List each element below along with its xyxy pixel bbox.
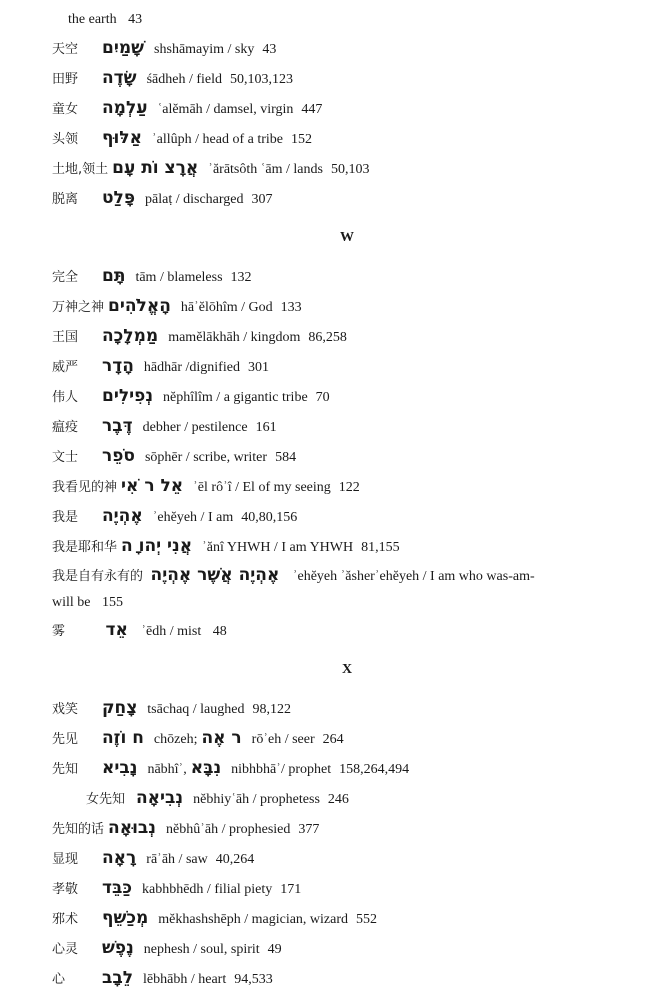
entry-pages: 94,533 [234,972,273,987]
glossary-entry [52,964,642,994]
entry-pages: 49 [267,942,282,957]
entry-hebrew: נְבִיאָה [136,788,184,808]
entry-chinese: 心 [52,972,66,987]
entry-hebrew: ח וֹזֶה [102,728,144,748]
entry-translit: shshāmayim / sky [154,42,255,57]
entry-chinese: 我是自有永有的 [52,569,144,584]
entry-chinese: 王国 [52,330,79,345]
entry-translit: tām / blameless [135,270,223,285]
glossary-entry [52,904,642,934]
entry-translit-continuation: will be [52,595,91,610]
entry-chinese: 脱离 [52,192,79,207]
glossary-entry [52,412,642,442]
entry-translit: śādheh / field [146,72,222,87]
entry-translit: ʾallûph / head of a tribe [151,132,283,147]
entry-hebrew-alt: נִבָּא [190,758,222,778]
entry-chinese: 邪术 [52,912,79,927]
entry-translit: chōzeh; [153,732,198,747]
glossary-entry [52,382,642,412]
glossary-entry [52,34,642,64]
entry-hebrew: אֵד [105,620,128,640]
glossary-page [52,6,642,994]
glossary-entry [52,502,642,532]
entry-pages: 447 [301,102,323,117]
entry-pages: 133 [280,300,302,315]
entry-translit: debher / pestilence [142,420,248,435]
glossary-entry [52,352,642,382]
entry-hebrew: דֶּבֶר [102,416,133,436]
glossary-entry [52,754,642,784]
entry-translit: mamĕlākhāh / kingdom [168,330,301,345]
glossary-entry [52,934,642,964]
entry-hebrew: הָאֱלֹהִים [108,296,171,316]
entry-translit: hāʾĕlōhîm / God [180,300,273,315]
entry-pages: 552 [356,912,378,927]
entry-pages: 307 [251,192,273,207]
entry-pages: 264 [322,732,344,747]
entry-pages: 122 [338,480,360,495]
entry-pages: 132 [230,270,252,285]
entry-translit: ʾehĕyeh ʾăsherʾehĕyeh / I am who was-am- [292,569,535,584]
entry-hebrew: אֲרָצ וֹת עָם [112,158,199,178]
glossary-entry [52,472,642,502]
entry-translit-alt: nibhbhāʾ/ prophet [231,762,332,777]
entry-translit: hādhār /dignified [143,360,240,375]
entry-translit: nābhîʾ, [147,762,187,777]
entry-pages: 86,258 [308,330,347,345]
glossary-entry [52,814,642,844]
entry-chinese: 戏笑 [52,702,79,717]
entry-chinese: 威严 [52,360,79,375]
entry-hebrew: אֵל ר ֹאִי [121,476,184,496]
entry-pages: 246 [327,792,349,807]
entry-hebrew: סֹפֵר [102,446,135,466]
entry-chinese: 头领 [52,132,79,147]
entry-pages: 40,80,156 [241,510,298,525]
entry-pages: 377 [298,822,320,837]
section-heading-w: W [340,230,354,245]
entry-pages: 158,264,494 [339,762,410,777]
entry-hebrew: כַּבֵּד [102,878,132,898]
glossary-entry [52,124,642,154]
glossary-entry [52,292,642,322]
entry-pages: 301 [247,360,269,375]
entry-pages: 70 [315,390,330,405]
entry-chinese: 我看见的神 [52,480,118,495]
entry-hebrew: עַלְמָה [102,98,148,118]
entry-pages: 584 [275,450,297,465]
entry-hebrew: אַלּוּף [102,128,142,148]
entry-hebrew: נְבוּאָה [108,818,156,838]
entry-hebrew: אֶהְיֶה אֲשֶׁר אֶהְיֶה [150,565,280,585]
entry-pages: 43 [262,42,277,57]
entry-chinese: 心灵 [52,942,79,957]
entry-chinese: 田野 [52,72,79,87]
entry-translit: ʾēdh / mist [141,624,202,639]
entry-hebrew: מְכַשֵּׁף [102,908,149,928]
entry-pages: 40,264 [215,852,255,867]
entry-chinese: 土地,领土 [52,162,109,177]
glossary-entry [52,844,642,874]
entry-hebrew: שָׂדֶה [102,68,137,88]
entry-translit: nephesh / soul, spirit [143,942,260,957]
entry-hebrew: אֲנִי יְהו ָה [121,536,193,556]
entry-hebrew: שָׁמַיִם [102,38,145,58]
entry-hebrew: נָבִיא [102,758,138,778]
entry-group-x [52,694,642,994]
entry-translit: lēbhābh / heart [143,972,227,987]
entry-translit: nĕphîlîm / a gigantic tribe [163,390,308,405]
entry-hebrew: רָאָה [102,848,137,868]
entry-group-w [52,262,642,562]
entry-pages: 161 [255,420,277,435]
glossary-entry [52,64,642,94]
entry-chinese: 文士 [52,450,79,465]
entry-chinese: 显现 [52,852,79,867]
entry-translit: tsāchaq / laughed [147,702,245,717]
entry-chinese: 先知 [52,762,79,777]
entry-hebrew: מַמְלָכָה [102,326,159,346]
entry-translit: nĕbhûʾāh / prophesied [165,822,291,837]
entry-translit: ʿalĕmāh / damsel, virgin [157,102,294,117]
entry-chinese: 女先知 [86,792,126,807]
entry-hebrew-alt: ר אֶה [201,728,242,748]
entry-translit: ʾărātsôth ʿām / lands [208,162,323,177]
glossary-entry [52,532,642,562]
glossary-entry [52,262,642,292]
entry-hebrew: הָדָר [102,356,134,376]
entry-translit: mĕkhashshēph / magician, wizard [158,912,349,927]
entry-translit-alt: rōʾeh / seer [251,732,315,747]
entry-chinese: 先知的话 [52,822,105,837]
entry-translit: the earth [68,12,117,27]
entry-pages: 98,122 [252,702,291,717]
entry-chinese: 万神之神 [52,300,105,315]
entry-pages: 152 [290,132,312,147]
entry-hebrew: אֶהְיֶה [102,506,143,526]
section-heading-x: X [341,662,353,677]
glossary-entry [52,322,642,352]
entry-pages: 155 [102,595,123,610]
entry-hebrew: פָּלַט [102,188,136,208]
entry-translit: sōphēr / scribe, writer [144,450,268,465]
entry-chinese: 我是 [52,510,79,525]
glossary-entry [52,184,642,214]
glossary-entry [52,724,642,754]
entry-continuation [52,6,642,34]
entry-pages: 43 [128,12,143,27]
entry-hebrew: צָחַק [102,698,138,718]
entry-long [52,562,642,616]
entry-chinese: 瘟疫 [52,420,79,435]
entry-translit: rāʾāh / saw [146,852,208,867]
entry-chinese: 完全 [52,270,79,285]
entry-translit: ʾehĕyeh / I am [152,510,234,525]
entry-translit: pālaṭ / discharged [145,192,244,207]
entry-chinese: 天空 [52,42,79,57]
entry-chinese: 孝敬 [52,882,79,897]
glossary-entry [52,154,642,184]
entry-chinese: 雾 [52,624,66,639]
glossary-entry [52,442,642,472]
entry-translit: kabhbhēdh / filial piety [142,882,273,897]
glossary-entry [52,874,642,904]
entry-translit: ʾēl rôʾî / El of my seeing [193,480,331,495]
entry-chinese: 先见 [52,732,79,747]
glossary-entry [52,694,642,724]
entry-hebrew: לֵבָב [102,968,134,988]
entry-translit: ʾănî YHWH / I am YHWH [202,540,354,555]
entry-mist [52,616,642,646]
entry-chinese: 我是耶和华 [52,540,118,555]
entry-hebrew: נְפִילִים [102,386,154,406]
entry-chinese: 伟人 [52,390,79,405]
entry-hebrew: תָּם [102,266,126,286]
entry-pages: 171 [280,882,302,897]
entry-chinese: 童女 [52,102,79,117]
glossary-entry [52,784,642,814]
entry-pages: 48 [212,624,227,639]
entry-pages: 50,103 [330,162,370,177]
entry-group-v [52,34,642,214]
entry-translit: nĕbhiyʿāh / prophetess [193,792,320,807]
entry-pages: 50,103,123 [230,72,293,87]
entry-pages: 81,155 [361,540,400,555]
entry-hebrew: נֶפֶשׁ [102,938,134,958]
glossary-entry [52,94,642,124]
